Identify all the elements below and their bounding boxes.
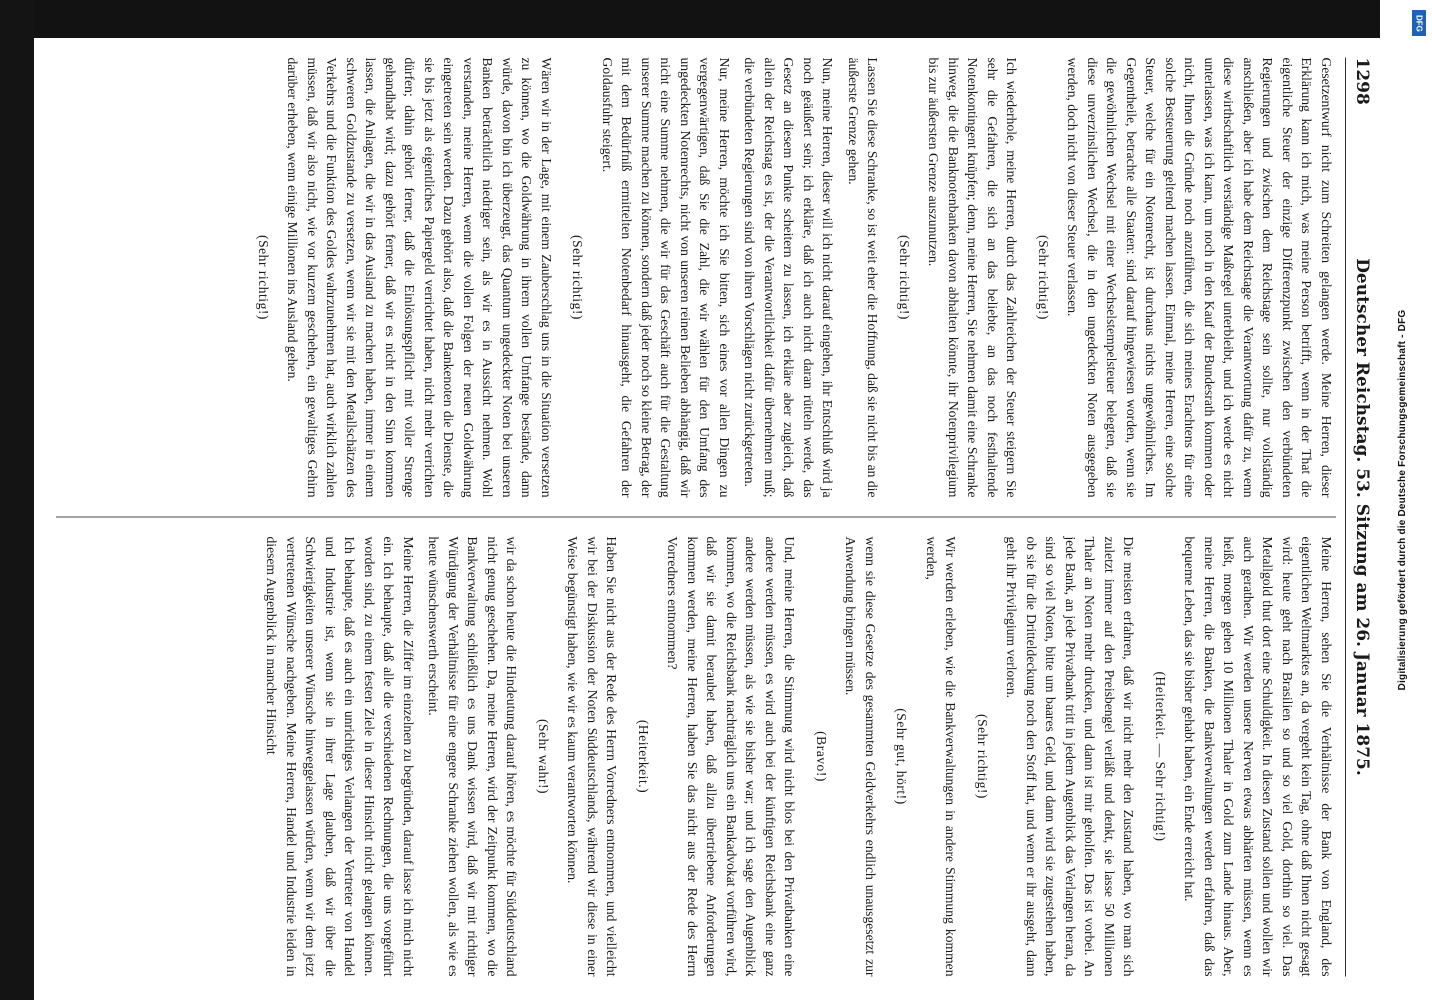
column-divider [56, 517, 1336, 518]
paragraph: wenn sie diese Gesetze des gesammten Geldverkehrs endlich unausgesetzt zur Anwendung bringen müssen. [843, 536, 878, 977]
running-title: Deutscher Reichstag. 53. Sitzung am 26. Januar 1875. [1352, 258, 1372, 776]
paragraph: Meine Herren, sehen Sie die Verhältnisse der Bank von England, des eigentlichen Weltmarktes an, da vergeht kein Tag, ohne daß Ihnen nicht gesagt wird: heute geht nach Brasilien so und so viel Gold, dorthin so viel. Das Metallgold thut dort eine Schuldigkeit. In diesen Zustand sollen und wollen wir auch gerathen. Wir werden unsere Nerven etwas abhärten müssen, wenn es heißt, morgen gehen 10 Millionen Thaler in Gold zum Lande hinaus. Aber, meine Herren, die Banken, die Bankverwaltungen werden erfahren, daß das bequeme Leben, das sie bisher gehabt haben, ein Ende erreicht hat. [1182, 536, 1334, 977]
paragraph: Wären wir in der Lage, mit einem Zauberschlag uns in die Situation versetzen zu können, wo die Goldwährung in ihrem vollen Umfange bestände, dann würde, davon bin ich überzeugt, das Quantum ungedeckter Noten bei unseren Banken beträchtlich niedriger sein, als wir es in Aussicht nehmen. Wohl verstanden, meine Herren, wenn die vollen Folgen der neuen Goldwährung eingetreten sein werden. Dazu gehört also, daß die Bankenoten die Dienste, die sie bis jetzt als eigentliches Papiergeld verrichtet haben, nicht mehr verrichten dürfen; dahin gehört ferner, daß die Einlösungspflicht mit voller Strenge gehandhabt wird; dazu gehört ferner, daß wir es nicht in den Sinn kommen lassen, die Anlagen, die wir in das Ausland zu machen haben, immer in einem schweren Goldzustande zu versetzen, wenn wir sie mit den Metallschätzen des Verkehrs und die Funktion des Goldes wahrzunehmen hat, auch wirklich zahlen müssen, daß wir also nicht, wie vor kurzem geschehen, ein gewaltiges Gehirn darüber erheben, wenn einige Millionen ins Ausland gehen. [285, 57, 554, 498]
interjection: (Bravo!) [814, 731, 829, 782]
paragraph: wir da schon heute die Hindeutung darauf hören, es möchte für Süddeutschland nicht genug geschehen. Da, meine Herren, wird der Zeitpunkt kommen, wo die Bankverwaltung schließlich es uns Dank wissen wird, daß wir mit richtiger Würdigung der Verhältnisse für eine engere Schranke ziehen wollen, als wie es heute wünschenswerth erscheint. [426, 536, 520, 977]
paragraph: Die meisten erfahren, daß wir nicht mehr den Zustand haben, wo man sich zuletzt immer auf den Preisbengel verläßt und denkt, sie lasse 50 Millionen Thaler an Noten mehr drucken, und dann ist mir geholfen. Das ist vorbei. An jede Bank, an jede Privatbank tritt in jedem Augenblick das Verlangen heran, da sind so viel Noten, bitte um baares Geld, und dann wird sie zugestehen haben, ob sie für die Dritteldeckung noch den Stoff hat, und wenn er ihr ausgeht, dann geht ihr Privilegium verloren. [1004, 536, 1137, 977]
interjection: (Sehr wahr!) [536, 718, 551, 795]
interjection: (Heiterkeit.) [636, 719, 651, 794]
scan-left-border [0, 0, 34, 1000]
paragraph: Gesetzentwurf nicht zum Schreiten gelangen werde. Meine Herren, dieser Erklärung kann ich mich, was meine Person betrifft, wenn in der That die eigentliche Steuer der einzige Differenzpunkt zwischen den verbündeten Regierungen und zwischen dem Reichstage sein sollte, nur vollständig anschließen, aber ich habe dem Reichstage die Verantwortung dafür zu, wenn diese wirthschaftlich verständige Maßregel unterbleibt, und ich werde es nicht unterlassen, was ich kann, um noch in den Kauf der Bundesrath kommen oder nicht, Ihnen die Gründe noch anzuführen, die sich meines Erachtens für eine solche Besteuerung geltend machen lassen. Einmal, meine Herren, eine solche Steuer, welche für ein Notenrecht, ist durchaus nichts ungewöhnliches. Im Gegentheile, betrachte alle Staaten: sind darauf hingewiesen worden, wenn sie die gewöhnlichen Wechsel mit einer Wechselstempelsteuer belegten, daß sie diese unverzinslichen Wechsel, die in den ungedeckten Noten ausgegeben werden, doch nicht von dieser Steuer verlassen. [1065, 57, 1334, 498]
paragraph: Haben Sie nicht aus der Rede des Herrn Vorredners entnommen, und vielleicht wir bei der Diskussion der Noten Süddeutschlands, während wir diese in einer Weise begünstigt haben, wie wir es kaum verantworten können. [565, 536, 620, 977]
page-header [1348, 58, 1374, 977]
interjection: (Sehr richtig!) [570, 235, 586, 320]
digitization-credit: Digitalisierung gefördert durch die Deutsche Forschungsgemeinschaft - DFG [1397, 309, 1408, 691]
right-column [256, 537, 1336, 977]
interjection: (Sehr richtig!) [975, 714, 990, 799]
paragraph: Nun, meine Herren, dieser will ich nicht darauf eingehen, ihr Entschluß wird ja noch geäußert sein; ich erkläre, daß ich auch nicht daran rütteln werde, das Gesetz an diesem Punkte scheitern zu lassen, ich erkläre aber zugleich, daß allein der Reichstag es ist, der die Verantwortlichkeit dafür übernehmen muß; die verbündeten Regierungen sind von ihren Vorschlägen nicht zurückgetreten. [742, 57, 836, 498]
interjection: (Sehr richtig!) [1036, 235, 1051, 320]
scanned-page-frame [40, 40, 1380, 995]
scanned-page [40, 40, 1380, 995]
dfg-logo: DFG [1412, 10, 1426, 36]
interjection: (Heiterkeit. — Sehr richtig!) [1153, 671, 1168, 842]
page-number: 1298 [1352, 57, 1372, 105]
paragraph: Nur, meine Herren, möchte ich Sie bitten, sich eines vor allen Dingen zu vergegenwärtigen, daß Sie die Zahl, die wir wählen für den Umfang des ungedeckten Notenrechts, nicht von unseren reinen Belieben abhängig, daß wir nicht eine Summe nehmen, die wir für das Geschäft auch für die Gestaltung unserer Summe machen zu können, sondern daß jeder noch so kleine Betrag, der mit dem Bedürfniß ermittelten Notenbedarf hinausgeht, die Gefahren der Goldausfuhr steigert. [600, 57, 732, 498]
paragraph: Ich wiederhole, meine Herren, durch das Zahlreichen der Steuer steigern Sie sehr die Gefahren, die sich an das beliebte, an das noch festhaltende Notenkontingent knüpfen; denn, meine Herren, Sie nehmen damit eine Schranke hinweg, die die Banknotenbanken davon abhalten könnte, ihr Notenprivilegium bis zur äußersten Grenze auszunutzen. [926, 57, 1020, 498]
header-rule [1345, 58, 1346, 977]
interjection: (Sehr richtig!) [256, 235, 271, 320]
scan-top-border [0, 0, 1432, 38]
paragraph: Und, meine Herren, die Stimmung wird nicht blos bei den Privatbanken eine andere werden müssen, es wird auch bei der künftigen Reichsbank eine ganz andere werden müssen, als wie sie bisher war; und ich sage den Augenblick kommen, wo die Reichsbank nachträglich uns ein Bankadvokat vorführen wird, daß wir sie damit beraubet haben, daß allzu übertriebene Anforderungen kommen werden, meine Herren, haben Sie das nicht aus der Rede des Herrn Vorredners entnommen? [665, 536, 798, 977]
paragraph: Meine Herren, die Ziffer im einzelnen zu begründen, darauf lasse ich mich nicht ein. Ich behaupte, daß alle die verschiedenen Rechnungen, die uns vorgeführt worden sind, zu einem festen Ziele in dieser Hinsicht nicht gelangen können. Ich behaupte, daß es auch ein unrichtiges Verlangen der Vertreter von Handel und Industrie ist, wenn sie in ihrer Lage glauben, daß wir über die Schwierigkeiten unserer Wünsche hinweggelassen würden, wenn wir dem jetzt vertretenen Wünsche nachgeben. Meine Herren, Handel und Industrie leiden in diesem Augenblick in mancher Hinsicht [264, 536, 416, 977]
interjection: (Sehr gut, hört!) [894, 708, 910, 805]
left-column [242, 58, 1337, 498]
interjection: (Sehr richtig!) [897, 235, 912, 320]
paragraph: Lassen Sie diese Schranke, so ist weit eher die Hoffnung, daß sie nicht bis an die äußerste Grenze gehen. [846, 57, 881, 498]
paragraph: Wir werden erleben, wie die Bankverwaltungen in andere Stimmung kommen werden, [924, 536, 959, 977]
